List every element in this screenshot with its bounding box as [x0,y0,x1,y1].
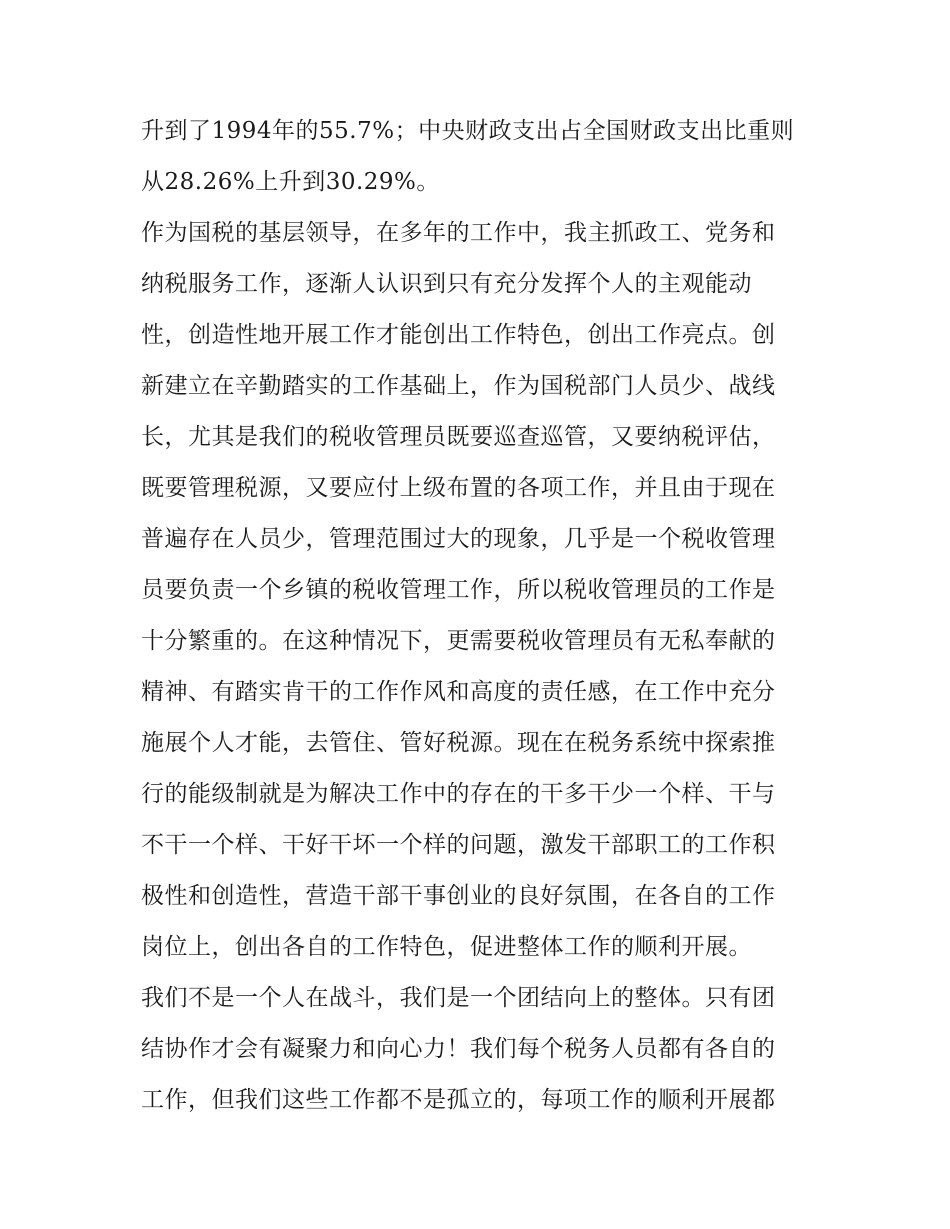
text-line: 新建立在辛勤踏实的工作基础上，作为国税部门人员少、战线 [141,373,776,399]
text-line: 从28.26%上升到30.29%。 [141,169,440,195]
text-line: 性，创造性地开展工作才能创出工作特色，创出工作亮点。创 [141,322,776,348]
text-line: 员要负责一个乡镇的税收管理工作，所以税收管理员的工作是 [141,577,776,603]
text-line: 岗位上，创出各自的工作特色，促进整体工作的顺利开展。 [141,934,752,960]
text-line: 作为国税的基层领导，在多年的工作中，我主抓政工、党务和 [141,220,776,246]
text-line: 升到了1994年的55.7%；中央财政支出占全国财政支出比重则 [141,118,795,144]
body-text [141,106,813,1126]
text-line: 长，尤其是我们的税收管理员既要巡查巡管，又要纳税评估， [141,424,776,450]
text-line: 十分繁重的。在这种情况下，更需要税收管理员有无私奉献的 [141,628,776,654]
text-line: 精神、有踏实肯干的工作作风和高度的责任感，在工作中充分 [141,679,776,705]
text-line: 我们不是一个人在战斗，我们是一个团结向上的整体。只有团 [141,985,776,1011]
text-line: 极性和创造性，营造干部干事创业的良好氛围，在各自的工作 [141,883,776,909]
text-line: 既要管理税源，又要应付上级布置的各项工作，并且由于现在 [141,475,776,501]
text-line: 工作，但我们这些工作都不是孤立的，每项工作的顺利开展都 [141,1087,776,1113]
text-line: 行的能级制就是为解决工作中的存在的干多干少一个样、干与 [141,781,776,807]
text-line: 施展个人才能，去管住、管好税源。现在在税务系统中探索推 [141,730,776,756]
text-line: 纳税服务工作，逐渐人认识到只有充分发挥个人的主观能动 [141,271,752,297]
text-line: 普遍存在人员少，管理范围过大的现象，几乎是一个税收管理 [141,526,776,552]
text-line: 不干一个样、干好干坏一个样的问题，激发干部职工的工作积 [141,832,776,858]
text-line: 结协作才会有凝聚力和向心力！我们每个税务人员都有各自的 [141,1036,776,1062]
